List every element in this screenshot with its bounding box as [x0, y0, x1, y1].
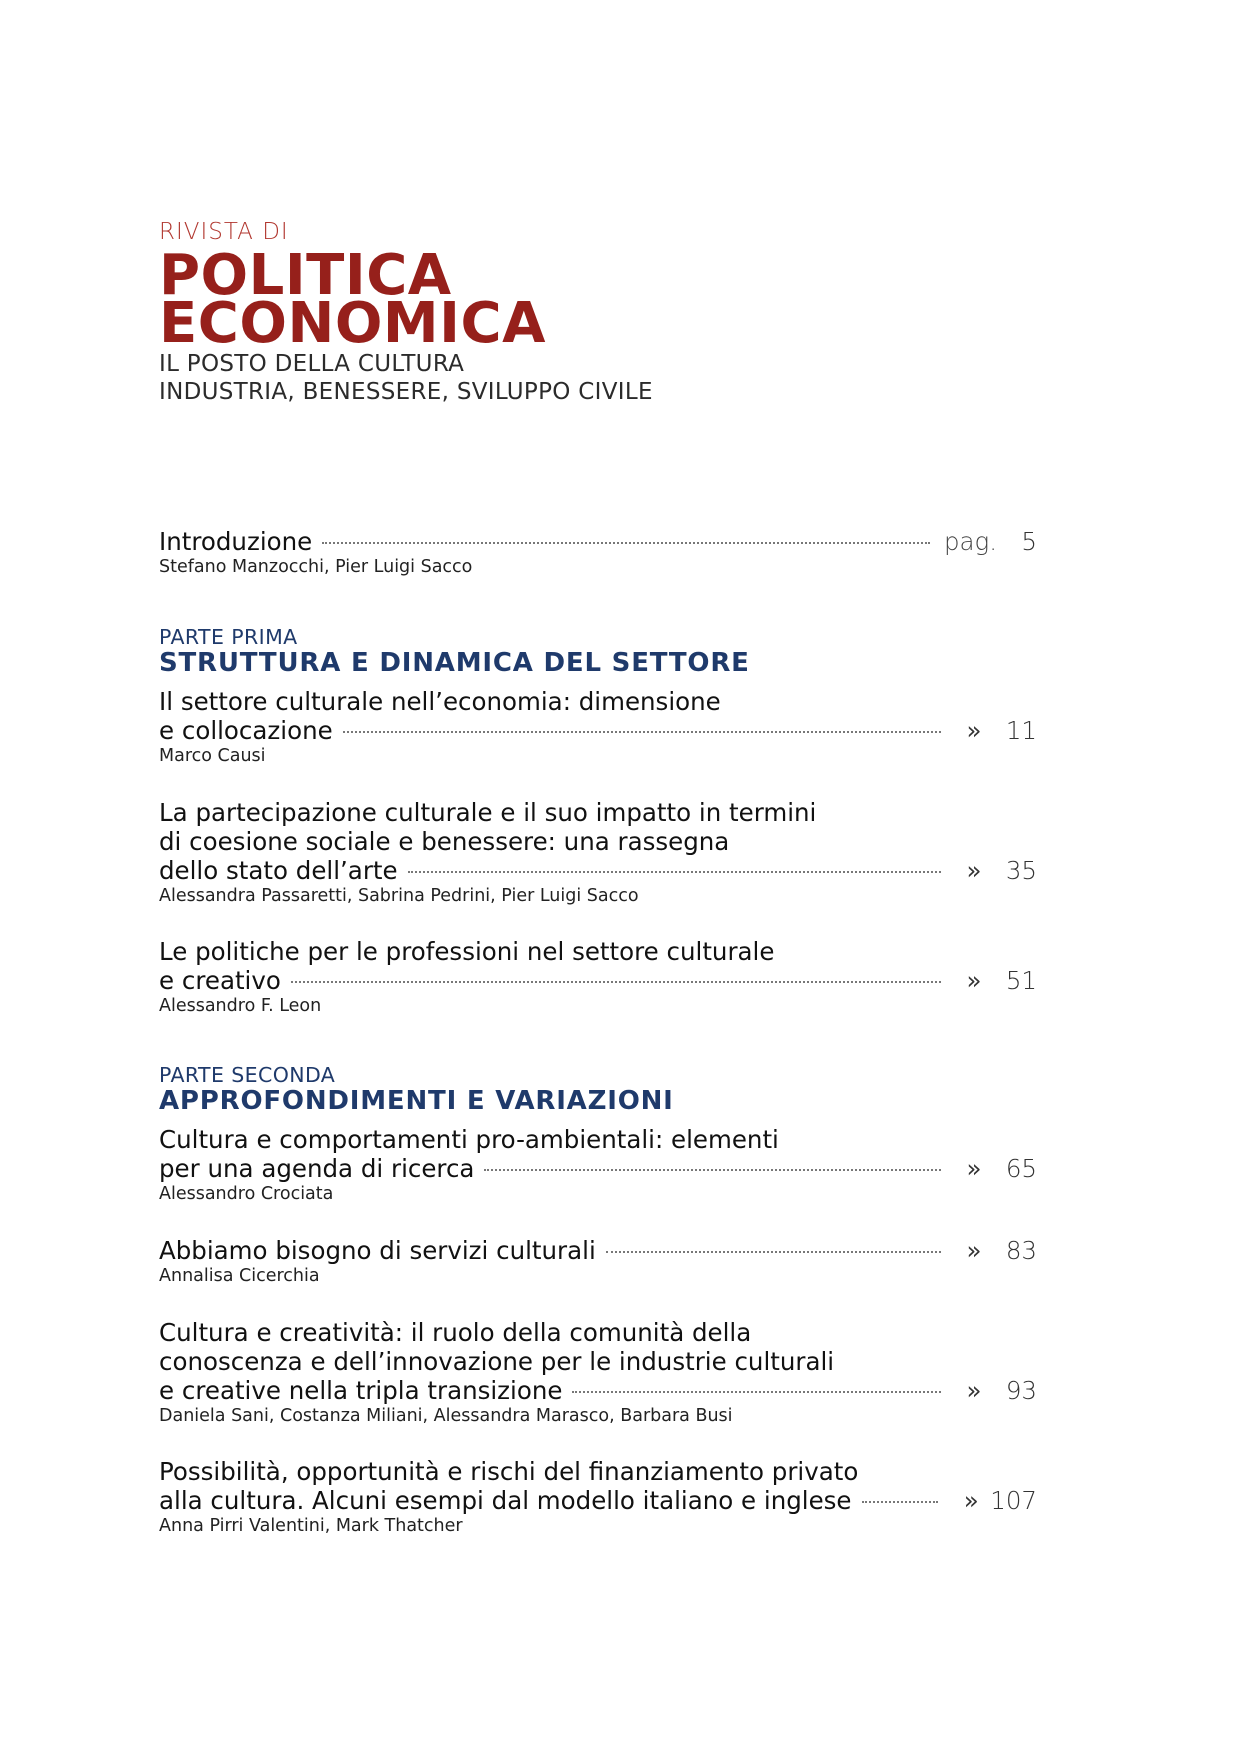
journal-title-line-1: POLITICA	[159, 243, 452, 308]
part-label: PARTE PRIMA	[159, 625, 298, 649]
toc-entry-title-line: Possibilità, opportunità e rischi del finanziamento privato	[159, 1457, 859, 1486]
toc-entry-title-last-line: e collocazione	[159, 716, 333, 745]
toc-entry-title-line: di coesione sociale e benessere: una rassegna	[159, 827, 730, 856]
page-prefix: pag.	[943, 527, 997, 556]
page-number: 65	[1005, 1154, 1037, 1183]
issue-subtitle-line-2: INDUSTRIA, BENESSERE, SVILUPPO CIVILE	[159, 379, 653, 405]
toc-entry-title-line: Cultura e comportamenti pro-ambientali: elementi	[159, 1125, 779, 1154]
toc-entry-authors: Alessandra Passaretti, Sabrina Pedrini, Pier Luigi Sacco	[159, 886, 639, 906]
page-number: 93	[1005, 1376, 1037, 1405]
toc-entry-title-last-line: alla cultura. Alcuni esempi dal modello italiano e inglese	[159, 1486, 852, 1515]
toc-entry-authors: Alessandro F. Leon	[159, 996, 322, 1016]
masthead	[159, 218, 653, 406]
part-title: APPROFONDIMENTI E VARIAZIONI	[159, 1086, 674, 1116]
leader-dots	[572, 1381, 941, 1393]
toc-entry-title-last-line: e creativo	[159, 966, 281, 995]
toc-entry-title-row	[159, 716, 1037, 745]
toc-entry-introduction[interactable]	[159, 527, 1037, 578]
ditto-marker: »	[966, 1376, 982, 1405]
toc-entry-authors: Daniela Sani, Costanza Miliani, Alessandra Marasco, Barbara Busi	[159, 1406, 733, 1426]
ditto-marker: »	[963, 1486, 979, 1515]
toc-entry-title-row	[159, 527, 1037, 556]
toc-entry-authors: Alessandro Crociata	[159, 1184, 334, 1204]
toc-entry-title-line: conoscenza e dell’innovazione per le industrie culturali	[159, 1347, 835, 1376]
page-number: 83	[1005, 1236, 1037, 1265]
journal-kicker: RIVISTA DI	[159, 219, 289, 245]
part-title: STRUTTURA E DINAMICA DEL SETTORE	[159, 648, 750, 678]
page-number: 35	[1005, 856, 1037, 885]
ditto-marker: »	[966, 716, 982, 745]
toc-entry-authors: Stefano Manzocchi, Pier Luigi Sacco	[159, 557, 473, 577]
page-number: 107	[990, 1486, 1037, 1515]
toc-entry-title-last-line: per una agenda di ricerca	[159, 1154, 475, 1183]
toc-entry-title-row	[159, 1236, 1037, 1265]
toc-entry-title-row	[159, 966, 1037, 995]
toc-entry[interactable]	[159, 1318, 1037, 1427]
toc-entry[interactable]	[159, 798, 1037, 907]
toc-entry-title-row	[159, 1486, 1037, 1515]
toc-entry-title-line: Cultura e creatività: il ruolo della comunità della	[159, 1318, 752, 1347]
page-number: 5	[1021, 527, 1037, 556]
toc-entry-title-last-line: e creative nella tripla transizione	[159, 1376, 563, 1405]
toc-entry-title: Introduzione	[159, 527, 313, 556]
toc-entry-authors: Anna Pirri Valentini, Mark Thatcher	[159, 1516, 463, 1536]
toc-entry-authors: Marco Causi	[159, 746, 266, 766]
toc-entry[interactable]	[159, 937, 1037, 1017]
leader-dots	[606, 1241, 941, 1253]
ditto-marker: »	[966, 856, 982, 885]
leader-dots	[484, 1159, 941, 1171]
leader-dots	[343, 721, 941, 733]
toc-entry[interactable]	[159, 1236, 1037, 1287]
issue-subtitle-line-1: IL POSTO DELLA CULTURA	[159, 351, 465, 377]
journal-title-line-2: ECONOMICA	[159, 291, 546, 356]
toc-entry-authors: Annalisa Cicerchia	[159, 1266, 320, 1286]
part-label: PARTE SECONDA	[159, 1063, 336, 1087]
toc-entry-title-row	[159, 856, 1037, 885]
leader-dots	[322, 532, 930, 544]
leader-dots	[408, 861, 941, 873]
toc-entry-title-line: Il settore culturale nell’economia: dimensione	[159, 687, 721, 716]
toc-entry[interactable]	[159, 1457, 1037, 1537]
toc-entry-title-last-line: Abbiamo bisogno di servizi culturali	[159, 1236, 596, 1265]
toc-entry-title-last-line: dello stato dell’arte	[159, 856, 398, 885]
page-number: 11	[1005, 716, 1037, 745]
toc-entry[interactable]	[159, 1125, 1037, 1205]
page-number: 51	[1005, 966, 1037, 995]
toc-entry-title-row	[159, 1376, 1037, 1405]
ditto-marker: »	[966, 966, 982, 995]
ditto-marker: »	[966, 1236, 982, 1265]
toc-entry-title-line: Le politiche per le professioni nel settore culturale	[159, 937, 775, 966]
toc-entry[interactable]	[159, 687, 1037, 767]
toc-entry-title-row	[159, 1154, 1037, 1183]
leader-dots	[862, 1491, 939, 1503]
leader-dots	[291, 971, 941, 983]
ditto-marker: »	[966, 1154, 982, 1183]
toc-entry-title-line: La partecipazione culturale e il suo impatto in termini	[159, 798, 817, 827]
